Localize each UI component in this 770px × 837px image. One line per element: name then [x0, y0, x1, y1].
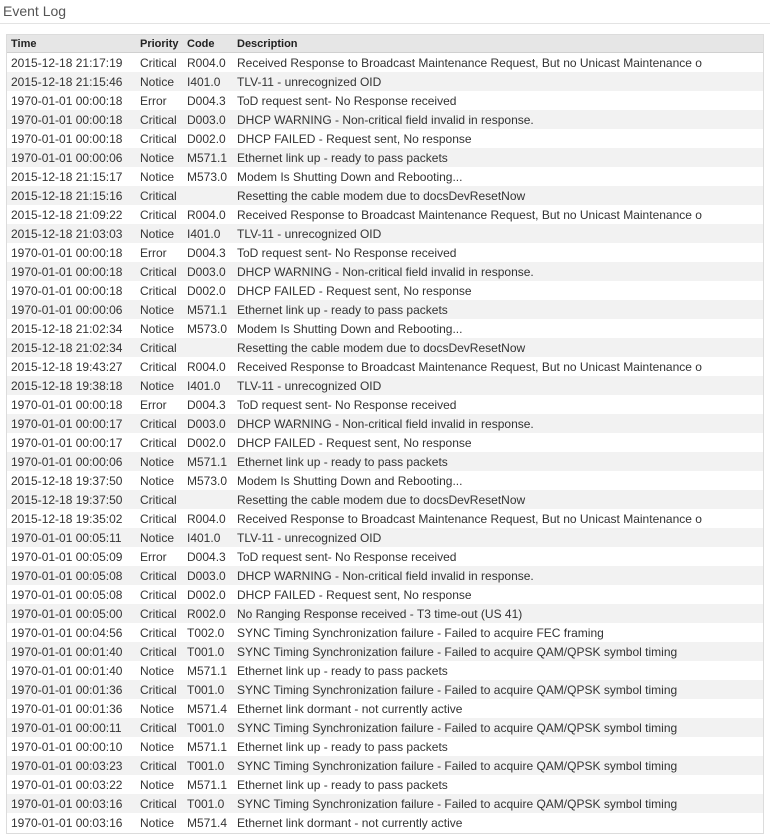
- table-row: [7, 813, 763, 832]
- cell-code: M571.1: [183, 661, 233, 680]
- table-row: [7, 129, 763, 148]
- cell-priority: Notice: [136, 148, 183, 167]
- cell-code: [183, 186, 233, 205]
- table-row: [7, 205, 763, 224]
- table-header-row: [7, 35, 763, 53]
- cell-code: D003.0: [183, 110, 233, 129]
- cell-priority: Critical: [136, 604, 183, 623]
- cell-time: 2015-12-18 19:38:18: [7, 376, 136, 395]
- cell-priority: Error: [136, 243, 183, 262]
- cell-time: 2015-12-18 19:37:50: [7, 471, 136, 490]
- table-row: [7, 604, 763, 623]
- cell-description: Resetting the cable modem due to docsDevResetNow: [233, 338, 763, 357]
- cell-code: D002.0: [183, 433, 233, 452]
- table-row: [7, 300, 763, 319]
- table-row: [7, 72, 763, 91]
- cell-description: Ethernet link dormant - not currently active: [233, 699, 763, 718]
- cell-time: 1970-01-01 00:00:18: [7, 262, 136, 281]
- cell-code: R004.0: [183, 357, 233, 376]
- cell-description: ToD request sent- No Response received: [233, 243, 763, 262]
- event-log-table-container: [6, 34, 764, 834]
- cell-time: 1970-01-01 00:00:17: [7, 433, 136, 452]
- cell-description: Ethernet link up - ready to pass packets: [233, 148, 763, 167]
- cell-description: DHCP FAILED - Request sent, No response: [233, 281, 763, 300]
- cell-time: 1970-01-01 00:05:08: [7, 566, 136, 585]
- cell-code: [183, 338, 233, 357]
- cell-priority: Critical: [136, 433, 183, 452]
- cell-priority: Critical: [136, 186, 183, 205]
- cell-description: DHCP FAILED - Request sent, No response: [233, 129, 763, 148]
- cell-priority: Critical: [136, 566, 183, 585]
- table-row: [7, 53, 763, 73]
- cell-time: 2015-12-18 21:09:22: [7, 205, 136, 224]
- table-row: [7, 186, 763, 205]
- event-log-table: [7, 35, 763, 832]
- cell-description: TLV-11 - unrecognized OID: [233, 72, 763, 91]
- cell-code: [183, 490, 233, 509]
- cell-code: T001.0: [183, 718, 233, 737]
- cell-code: R004.0: [183, 53, 233, 73]
- cell-time: 1970-01-01 00:00:11: [7, 718, 136, 737]
- table-row: [7, 243, 763, 262]
- cell-description: SYNC Timing Synchronization failure - Failed to acquire QAM/QPSK symbol timing: [233, 680, 763, 699]
- cell-priority: Critical: [136, 110, 183, 129]
- cell-code: D003.0: [183, 262, 233, 281]
- cell-priority: Error: [136, 91, 183, 110]
- cell-priority: Error: [136, 547, 183, 566]
- cell-description: SYNC Timing Synchronization failure - Failed to acquire QAM/QPSK symbol timing: [233, 718, 763, 737]
- cell-time: 1970-01-01 00:03:16: [7, 813, 136, 832]
- cell-code: T001.0: [183, 756, 233, 775]
- cell-description: Ethernet link up - ready to pass packets: [233, 737, 763, 756]
- cell-description: DHCP WARNING - Non-critical field invalid in response.: [233, 262, 763, 281]
- table-row: [7, 756, 763, 775]
- cell-priority: Notice: [136, 661, 183, 680]
- cell-code: D002.0: [183, 281, 233, 300]
- cell-code: D002.0: [183, 585, 233, 604]
- cell-code: T001.0: [183, 642, 233, 661]
- cell-time: 2015-12-18 19:43:27: [7, 357, 136, 376]
- cell-code: D002.0: [183, 129, 233, 148]
- cell-code: M571.4: [183, 699, 233, 718]
- table-row: [7, 661, 763, 680]
- cell-time: 2015-12-18 21:03:03: [7, 224, 136, 243]
- cell-time: 1970-01-01 00:01:40: [7, 642, 136, 661]
- cell-description: TLV-11 - unrecognized OID: [233, 376, 763, 395]
- table-row: [7, 775, 763, 794]
- cell-priority: Notice: [136, 775, 183, 794]
- cell-code: T001.0: [183, 794, 233, 813]
- cell-description: SYNC Timing Synchronization failure - Failed to acquire QAM/QPSK symbol timing: [233, 794, 763, 813]
- cell-time: 1970-01-01 00:00:06: [7, 148, 136, 167]
- cell-description: Modem Is Shutting Down and Rebooting...: [233, 471, 763, 490]
- cell-code: M573.0: [183, 319, 233, 338]
- cell-priority: Notice: [136, 737, 183, 756]
- cell-description: ToD request sent- No Response received: [233, 91, 763, 110]
- cell-time: 1970-01-01 00:04:56: [7, 623, 136, 642]
- table-row: [7, 585, 763, 604]
- cell-code: M573.0: [183, 471, 233, 490]
- cell-code: D003.0: [183, 414, 233, 433]
- cell-priority: Critical: [136, 680, 183, 699]
- cell-time: 1970-01-01 00:01:40: [7, 661, 136, 680]
- cell-description: Modem Is Shutting Down and Rebooting...: [233, 167, 763, 186]
- table-row: [7, 623, 763, 642]
- table-row: [7, 281, 763, 300]
- cell-time: 2015-12-18 19:37:50: [7, 490, 136, 509]
- cell-priority: Critical: [136, 338, 183, 357]
- cell-description: Ethernet link up - ready to pass packets: [233, 775, 763, 794]
- table-row: [7, 642, 763, 661]
- table-row: [7, 490, 763, 509]
- cell-time: 2015-12-18 21:02:34: [7, 319, 136, 338]
- cell-description: Ethernet link up - ready to pass packets: [233, 300, 763, 319]
- table-row: [7, 509, 763, 528]
- cell-time: 1970-01-01 00:00:10: [7, 737, 136, 756]
- column-header-time: Time: [7, 35, 136, 53]
- cell-time: 1970-01-01 00:03:16: [7, 794, 136, 813]
- cell-description: TLV-11 - unrecognized OID: [233, 528, 763, 547]
- cell-time: 2015-12-18 21:02:34: [7, 338, 136, 357]
- cell-code: M571.1: [183, 452, 233, 471]
- cell-priority: Notice: [136, 319, 183, 338]
- table-row: [7, 395, 763, 414]
- cell-code: I401.0: [183, 376, 233, 395]
- cell-code: D004.3: [183, 91, 233, 110]
- cell-code: D004.3: [183, 395, 233, 414]
- cell-priority: Critical: [136, 623, 183, 642]
- table-row: [7, 338, 763, 357]
- cell-time: 1970-01-01 00:00:18: [7, 129, 136, 148]
- cell-description: DHCP WARNING - Non-critical field invalid in response.: [233, 566, 763, 585]
- cell-description: DHCP WARNING - Non-critical field invalid in response.: [233, 110, 763, 129]
- table-row: [7, 319, 763, 338]
- cell-time: 1970-01-01 00:03:23: [7, 756, 136, 775]
- cell-priority: Notice: [136, 167, 183, 186]
- cell-description: Modem Is Shutting Down and Rebooting...: [233, 319, 763, 338]
- table-row: [7, 148, 763, 167]
- cell-code: I401.0: [183, 72, 233, 91]
- cell-time: 2015-12-18 21:15:17: [7, 167, 136, 186]
- cell-time: 2015-12-18 21:15:16: [7, 186, 136, 205]
- cell-description: Resetting the cable modem due to docsDevResetNow: [233, 186, 763, 205]
- column-header-code: Code: [183, 35, 233, 53]
- cell-priority: Notice: [136, 813, 183, 832]
- cell-code: R004.0: [183, 509, 233, 528]
- cell-code: M571.1: [183, 737, 233, 756]
- cell-priority: Notice: [136, 72, 183, 91]
- cell-description: SYNC Timing Synchronization failure - Failed to acquire QAM/QPSK symbol timing: [233, 756, 763, 775]
- event-log-body: [7, 53, 763, 833]
- cell-priority: Error: [136, 395, 183, 414]
- cell-time: 1970-01-01 00:00:18: [7, 243, 136, 262]
- cell-time: 1970-01-01 00:01:36: [7, 699, 136, 718]
- table-row: [7, 262, 763, 281]
- cell-description: Received Response to Broadcast Maintenance Request, But no Unicast Maintenance o: [233, 53, 763, 73]
- cell-time: 1970-01-01 00:05:08: [7, 585, 136, 604]
- cell-code: M573.0: [183, 167, 233, 186]
- cell-code: T002.0: [183, 623, 233, 642]
- table-row: [7, 718, 763, 737]
- cell-time: 1970-01-01 00:05:09: [7, 547, 136, 566]
- cell-time: 2015-12-18 19:35:02: [7, 509, 136, 528]
- cell-code: D004.3: [183, 547, 233, 566]
- cell-priority: Critical: [136, 129, 183, 148]
- cell-description: DHCP FAILED - Request sent, No response: [233, 585, 763, 604]
- cell-priority: Critical: [136, 281, 183, 300]
- cell-priority: Notice: [136, 300, 183, 319]
- table-row: [7, 547, 763, 566]
- cell-priority: Notice: [136, 471, 183, 490]
- cell-code: R004.0: [183, 205, 233, 224]
- cell-priority: Critical: [136, 53, 183, 73]
- table-row: [7, 357, 763, 376]
- cell-priority: Critical: [136, 585, 183, 604]
- cell-description: Received Response to Broadcast Maintenance Request, But no Unicast Maintenance o: [233, 205, 763, 224]
- cell-time: 1970-01-01 00:00:06: [7, 300, 136, 319]
- table-row: [7, 224, 763, 243]
- cell-code: D003.0: [183, 566, 233, 585]
- table-row: [7, 737, 763, 756]
- cell-code: D004.3: [183, 243, 233, 262]
- cell-description: DHCP FAILED - Request sent, No response: [233, 433, 763, 452]
- table-row: [7, 167, 763, 186]
- cell-time: 1970-01-01 00:00:18: [7, 110, 136, 129]
- table-row: [7, 566, 763, 585]
- cell-description: Ethernet link up - ready to pass packets: [233, 661, 763, 680]
- cell-priority: Critical: [136, 414, 183, 433]
- cell-time: 1970-01-01 00:05:00: [7, 604, 136, 623]
- cell-code: M571.1: [183, 300, 233, 319]
- column-header-priority: Priority: [136, 35, 183, 53]
- table-row: [7, 452, 763, 471]
- table-row: [7, 528, 763, 547]
- table-row: [7, 699, 763, 718]
- cell-code: M571.4: [183, 813, 233, 832]
- table-row: [7, 414, 763, 433]
- cell-code: I401.0: [183, 224, 233, 243]
- cell-priority: Critical: [136, 718, 183, 737]
- cell-time: 1970-01-01 00:03:22: [7, 775, 136, 794]
- cell-priority: Critical: [136, 509, 183, 528]
- cell-time: 1970-01-01 00:05:11: [7, 528, 136, 547]
- cell-priority: Critical: [136, 357, 183, 376]
- cell-priority: Notice: [136, 528, 183, 547]
- cell-code: R002.0: [183, 604, 233, 623]
- cell-code: M571.1: [183, 775, 233, 794]
- cell-priority: Notice: [136, 452, 183, 471]
- cell-description: TLV-11 - unrecognized OID: [233, 224, 763, 243]
- cell-code: M571.1: [183, 148, 233, 167]
- table-row: [7, 433, 763, 452]
- cell-description: Ethernet link dormant - not currently active: [233, 813, 763, 832]
- cell-time: 2015-12-18 21:15:46: [7, 72, 136, 91]
- cell-time: 1970-01-01 00:00:18: [7, 281, 136, 300]
- panel-title: Event Log: [0, 0, 770, 24]
- cell-description: ToD request sent- No Response received: [233, 547, 763, 566]
- cell-priority: Notice: [136, 376, 183, 395]
- cell-description: Received Response to Broadcast Maintenance Request, But no Unicast Maintenance o: [233, 509, 763, 528]
- cell-priority: Critical: [136, 262, 183, 281]
- table-row: [7, 376, 763, 395]
- cell-time: 2015-12-18 21:17:19: [7, 53, 136, 73]
- cell-priority: Critical: [136, 490, 183, 509]
- cell-description: Ethernet link up - ready to pass packets: [233, 452, 763, 471]
- cell-description: DHCP WARNING - Non-critical field invalid in response.: [233, 414, 763, 433]
- cell-time: 1970-01-01 00:00:17: [7, 414, 136, 433]
- cell-priority: Critical: [136, 794, 183, 813]
- cell-code: T001.0: [183, 680, 233, 699]
- cell-time: 1970-01-01 00:00:18: [7, 91, 136, 110]
- cell-time: 1970-01-01 00:00:06: [7, 452, 136, 471]
- cell-description: SYNC Timing Synchronization failure - Failed to acquire QAM/QPSK symbol timing: [233, 642, 763, 661]
- cell-description: Received Response to Broadcast Maintenance Request, But no Unicast Maintenance o: [233, 357, 763, 376]
- cell-priority: Critical: [136, 756, 183, 775]
- column-header-description: Description: [233, 35, 763, 53]
- cell-description: ToD request sent- No Response received: [233, 395, 763, 414]
- cell-priority: Critical: [136, 642, 183, 661]
- table-row: [7, 110, 763, 129]
- cell-priority: Notice: [136, 224, 183, 243]
- table-row: [7, 91, 763, 110]
- cell-priority: Notice: [136, 699, 183, 718]
- cell-description: Resetting the cable modem due to docsDevResetNow: [233, 490, 763, 509]
- table-row: [7, 471, 763, 490]
- cell-description: SYNC Timing Synchronization failure - Failed to acquire FEC framing: [233, 623, 763, 642]
- cell-code: I401.0: [183, 528, 233, 547]
- table-row: [7, 680, 763, 699]
- cell-priority: Critical: [136, 205, 183, 224]
- cell-time: 1970-01-01 00:00:18: [7, 395, 136, 414]
- table-row: [7, 794, 763, 813]
- cell-description: No Ranging Response received - T3 time-out (US 41): [233, 604, 763, 623]
- cell-time: 1970-01-01 00:01:36: [7, 680, 136, 699]
